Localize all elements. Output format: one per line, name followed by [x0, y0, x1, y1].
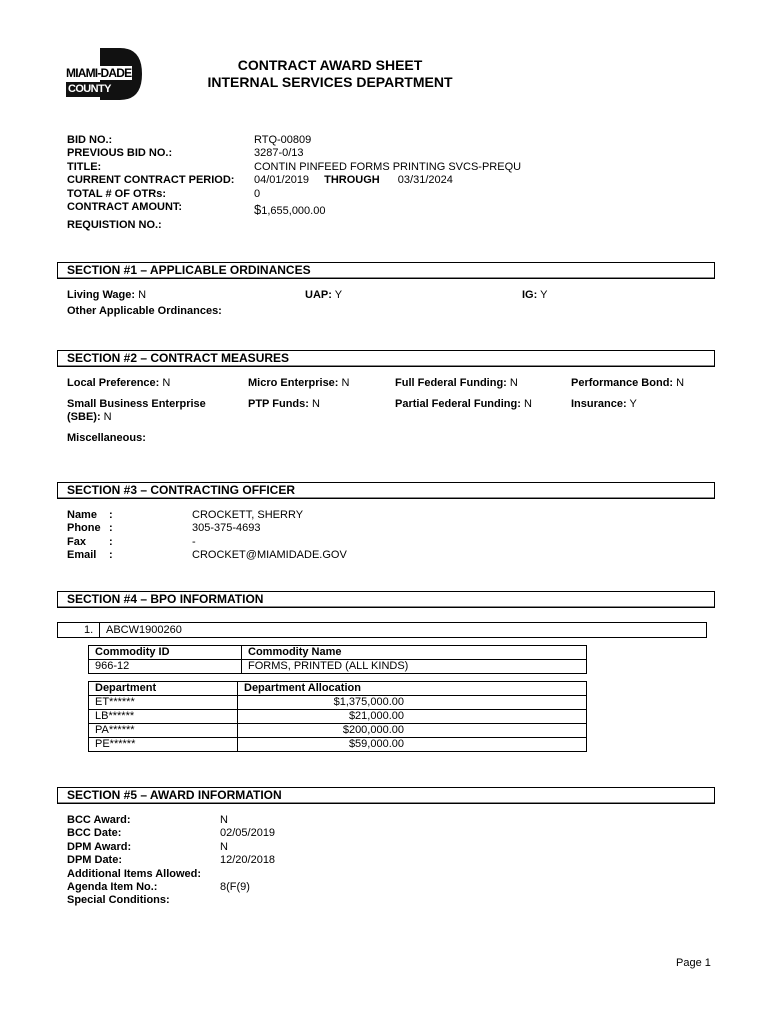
section3-header: SECTION #3 – CONTRACTING OFFICER: [57, 482, 715, 499]
department-code: LB******: [89, 710, 238, 724]
ptp-funds-value: N: [311, 398, 320, 410]
local-preference: [67, 377, 170, 389]
officer-colons: [109, 509, 113, 563]
allocation-amount: $200,000.00: [238, 724, 587, 738]
department-code: PA******: [89, 724, 238, 738]
page-number: Page 1: [676, 957, 711, 969]
partial-federal-funding-label: Partial Federal Funding:: [395, 398, 521, 410]
contract-amount-label: CONTRACT AMOUNT:: [67, 201, 183, 214]
dpm-award-value: N: [220, 840, 228, 853]
period-end: 03/31/2024: [397, 174, 453, 187]
colon: :: [109, 522, 113, 535]
uap: [305, 289, 342, 301]
section5-header: SECTION #5 – AWARD INFORMATION: [57, 787, 715, 804]
ig-value: Y: [540, 289, 548, 301]
commodity-id: 966-12: [89, 660, 242, 674]
amount-symbol: $: [254, 202, 262, 218]
bid-info-values: [254, 134, 521, 218]
ptp-funds-label: PTP Funds:: [248, 398, 309, 410]
performance-bond: [571, 377, 684, 389]
allocation-amount: $1,375,000.00: [238, 696, 587, 710]
officer-name-label: Name: [67, 509, 97, 521]
performance-bond-value: N: [676, 377, 685, 389]
page-title: [130, 57, 530, 91]
table-row: [89, 696, 587, 710]
officer-phone-label: Phone: [67, 522, 101, 535]
officer-name: CROCKETT, SHERRY: [192, 509, 304, 521]
bid-no-value: RTQ-00809: [254, 134, 312, 146]
additional-items-value: [220, 868, 275, 881]
full-federal-funding: [395, 377, 518, 389]
sbe: [67, 398, 206, 424]
section4-header: SECTION #4 – BPO INFORMATION: [57, 591, 715, 608]
performance-bond-label: Performance Bond:: [571, 377, 674, 389]
uap-label: UAP:: [305, 289, 332, 301]
bcc-award-value: N: [220, 814, 228, 826]
dpm-award-label: DPM Award:: [67, 840, 132, 853]
colon: :: [109, 549, 113, 562]
bpo-item-number: 1.: [84, 624, 94, 636]
micro-enterprise: [248, 377, 349, 389]
table-row: [89, 724, 587, 738]
sbe-label-line2: (SBE):: [67, 411, 101, 423]
table-row: [89, 710, 587, 724]
full-federal-funding-label: Full Federal Funding:: [395, 377, 507, 389]
commodity-name-header: Commodity Name: [242, 646, 587, 660]
local-preference-value: N: [162, 377, 171, 389]
allocation-header-row: [89, 682, 587, 696]
title-line1: CONTRACT AWARD SHEET: [237, 57, 423, 73]
allocation-header: Department Allocation: [238, 682, 587, 696]
special-conditions-label: Special Conditions:: [67, 894, 170, 907]
commodity-table: [88, 645, 587, 674]
total-otrs-label: TOTAL # OF OTRs:: [67, 187, 167, 200]
bpo-divider: [99, 623, 100, 637]
amount-number: 1,655,000.00: [261, 205, 326, 218]
section1-header: SECTION #1 – APPLICABLE ORDINANCES: [57, 262, 715, 279]
bcc-award-label: BCC Award:: [67, 814, 131, 826]
officer-email-label: Email: [67, 549, 97, 562]
contract-period: [254, 174, 521, 187]
miscellaneous-label: Miscellaneous:: [67, 432, 146, 444]
prev-bid-no-label: PREVIOUS BID NO.:: [67, 147, 173, 160]
officer-values: [192, 509, 347, 563]
commodity-header-row: [89, 646, 587, 660]
officer-fax: -: [192, 535, 196, 548]
logo-text-line2: COUNTY: [68, 83, 111, 95]
living-wage: [67, 289, 146, 301]
section2-header: SECTION #2 – CONTRACT MEASURES: [57, 350, 715, 367]
agenda-item-value: 8(F(9): [220, 881, 250, 894]
ig: [522, 289, 547, 301]
title-label: TITLE:: [67, 160, 102, 173]
period-start: 04/01/2019: [254, 174, 310, 187]
bcc-date-label: BCC Date:: [67, 827, 122, 840]
commodity-id-header: Commodity ID: [89, 646, 242, 660]
colon: :: [109, 509, 113, 521]
department-code: PE******: [89, 738, 238, 752]
bcc-date-value: 02/05/2019: [220, 827, 276, 840]
contract-amount-value: [254, 203, 521, 218]
insurance-value: Y: [629, 398, 637, 410]
partial-federal-funding-value: N: [523, 398, 532, 410]
officer-fax-label: Fax: [67, 535, 86, 548]
officer-phone: 305-375-4693: [192, 522, 261, 535]
dpm-date-label: DPM Date:: [67, 854, 123, 867]
ig-label: IG:: [522, 289, 538, 301]
requisition-no-label: REQUISTION NO.:: [67, 219, 162, 231]
current-period-label: CURRENT CONTRACT PERIOD:: [67, 174, 235, 187]
allocation-amount: $59,000.00: [238, 738, 587, 752]
title-value: CONTIN PINFEED FORMS PRINTING SVCS-PREQU: [254, 160, 522, 173]
uap-value: Y: [334, 289, 343, 301]
bpo-row: [57, 622, 707, 638]
sbe-label-line1: Small Business Enterprise: [67, 398, 206, 410]
bid-info-labels: [67, 134, 234, 214]
micro-enterprise-value: N: [341, 377, 350, 389]
additional-items-label: Additional Items Allowed:: [67, 867, 202, 880]
bid-no-label: BID NO.:: [67, 134, 113, 146]
department-header: Department: [89, 682, 238, 696]
sbe-value: N: [103, 411, 112, 423]
department-code: ET******: [89, 696, 238, 710]
commodity-name: FORMS, PRINTED (ALL KINDS): [242, 660, 587, 674]
award-labels: [67, 814, 201, 908]
dpm-date-value: 12/20/2018: [220, 854, 276, 867]
living-wage-value: N: [138, 289, 147, 301]
local-preference-label: Local Preference:: [67, 377, 160, 389]
micro-enterprise-label: Micro Enterprise:: [248, 377, 339, 389]
bpo-number: ABCW1900260: [106, 624, 182, 636]
ptp-funds: [248, 398, 320, 410]
award-values: [220, 814, 275, 894]
total-otrs-value: 0: [254, 187, 261, 200]
logo-text-line1: MIAMI-DADE: [66, 66, 132, 80]
title-line2: INTERNAL SERVICES DEPARTMENT: [207, 74, 453, 90]
colon: :: [109, 535, 113, 548]
commodity-row: [89, 660, 587, 674]
officer-labels: [67, 509, 101, 563]
partial-federal-funding: [395, 398, 532, 410]
insurance-label: Insurance:: [571, 398, 627, 410]
through-label: THROUGH: [324, 174, 380, 187]
officer-email: CROCKET@MIAMIDADE.GOV: [192, 549, 347, 562]
allocation-table: [88, 681, 587, 752]
full-federal-funding-value: N: [509, 377, 518, 389]
insurance: [571, 398, 637, 410]
agenda-item-label: Agenda Item No.:: [67, 881, 158, 894]
prev-bid-no-value: 3287-0/13: [254, 147, 304, 160]
other-ordinances-label: Other Applicable Ordinances:: [67, 305, 222, 317]
table-row: [89, 738, 587, 752]
living-wage-label: Living Wage:: [67, 289, 136, 301]
allocation-amount: $21,000.00: [238, 710, 587, 724]
